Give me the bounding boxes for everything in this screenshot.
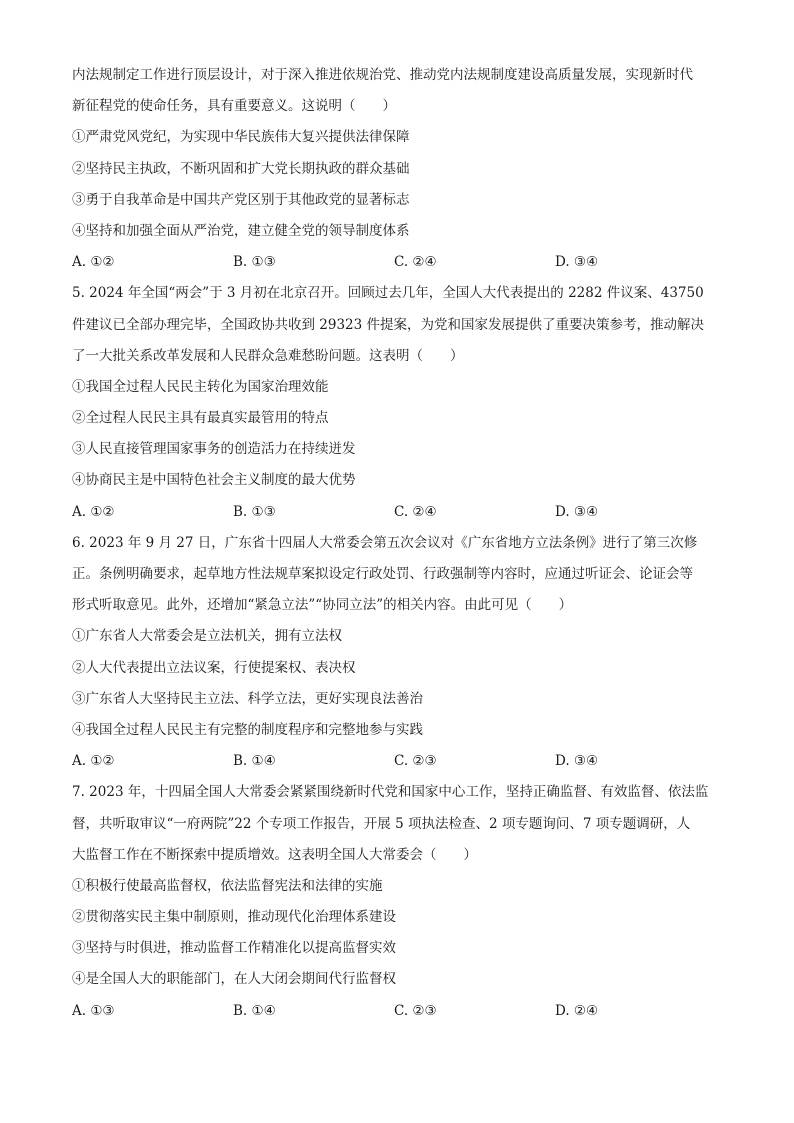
- statement-3: ③坚持与时俱进，推动监督工作精准化以提高监督实效: [72, 940, 396, 957]
- statement-4: ④坚持和加强全面从严治党，建立健全党的领导制度体系: [72, 222, 410, 239]
- statement-4: ④协商民主是中国特色社会主义制度的最大优势: [72, 472, 356, 489]
- answer-options: [72, 996, 728, 1027]
- statement-3: ③勇于自我革命是中国共产党区别于其他政党的显著标志: [72, 191, 410, 208]
- answer-options: [72, 497, 728, 528]
- option-a: A. ①②: [72, 753, 115, 770]
- option-b: B. ①③: [233, 254, 276, 271]
- question-stem-line: 6. 2023 年 9 月 27 日，广东省十四届人大常委会第五次会议对《广东省地方立法条例》进行了第三次修: [72, 534, 698, 551]
- question-stem-line: 内法规制定工作进行顶层设计，对于深入推进依规治党、推动党内法规制度建设高质量发展，实现新时代: [72, 67, 693, 83]
- exam-page: [72, 60, 728, 1027]
- option-d: D. ③④: [555, 254, 599, 271]
- question-stem-line: 5. 2024 年全国“两会”于 3 月初在北京召开。回顾过去几年，全国人大代表提出的 2282 件议案、43750: [72, 285, 704, 302]
- option-d: D. ③④: [555, 503, 599, 520]
- statement-4: ④是全国人大的职能部门，在人大闭会期间代行监督权: [72, 971, 396, 988]
- option-a: A. ①②: [72, 254, 115, 271]
- question-stem-line: 新征程党的使命任务，具有重要意义。这说明（ ）: [72, 98, 396, 115]
- answer-options: [72, 247, 728, 278]
- question-stem-line: 正。条例明确要求，起草地方性法规草案拟设定行政处罚、行政强制等内容时，应通过听证会、论证会等: [72, 566, 693, 582]
- question-stem-line: 形式听取意见。此外，还增加“紧急立法”“协同立法”的相关内容。由此可见（ ）: [72, 597, 573, 614]
- statement-2: ②人大代表提出立法议案，行使提案权、表决权: [72, 659, 356, 676]
- option-b: B. ①④: [233, 753, 276, 770]
- question-6: [72, 528, 728, 778]
- question-4-continuation: [72, 60, 728, 278]
- answer-options: [72, 746, 728, 777]
- statement-1: ①积极行使最高监督权，依法监督宪法和法律的实施: [72, 877, 383, 894]
- option-b: B. ①③: [233, 503, 276, 520]
- option-a: A. ①③: [72, 1002, 115, 1019]
- statement-4: ④我国全过程人民民主有完整的制度程序和完整地参与实践: [72, 721, 423, 738]
- option-d: D. ②④: [555, 1002, 599, 1019]
- statement-3: ③人民直接管理国家事务的创造活力在持续迸发: [72, 441, 356, 458]
- option-a: A. ①②: [72, 503, 115, 520]
- question-stem-line: 件建议已全部办理完毕，全国政协共收到 29323 件提案，为党和国家发展提供了重要决策参考，推动解决: [72, 316, 705, 333]
- question-stem-line: 大监督工作在不断探索中提质增效。这表明全国人大常委会（ ）: [72, 846, 477, 863]
- question-7: [72, 777, 728, 1027]
- statement-2: ②贯彻落实民主集中制原则，推动现代化治理体系建设: [72, 909, 396, 926]
- question-stem-line: 了一大批关系改革发展和人民群众急难愁盼问题。这表明（ ）: [72, 347, 464, 364]
- statement-3: ③广东省人大坚持民主立法、科学立法，更好实现良法善治: [72, 690, 423, 707]
- statement-1: ①严肃党风党纪，为实现中华民族伟大复兴提供法律保障: [72, 129, 410, 146]
- question-stem-line: 7. 2023 年，十四届全国人大常委会紧紧围绕新时代党和国家中心工作，坚持正确监督、有效监督、依法监: [72, 784, 709, 801]
- statement-1: ①广东省人大常委会是立法机关，拥有立法权: [72, 628, 342, 645]
- question-stem-line: 督，共听取审议“一府两院”22 个专项工作报告，开展 5 项执法检查、2 项专题询问、7 项专题调研，人: [72, 815, 691, 832]
- option-c: C. ②③: [394, 753, 437, 770]
- option-d: D. ③④: [555, 753, 599, 770]
- option-c: C. ②④: [394, 503, 437, 520]
- option-c: C. ②④: [394, 254, 437, 271]
- statement-2: ②全过程人民民主具有最真实最管用的特点: [72, 410, 329, 427]
- option-b: B. ①④: [233, 1002, 276, 1019]
- statement-2: ②坚持民主执政，不断巩固和扩大党长期执政的群众基础: [72, 160, 410, 177]
- question-5: [72, 278, 728, 528]
- option-c: C. ②③: [394, 1002, 437, 1019]
- statement-1: ①我国全过程人民民主转化为国家治理效能: [72, 378, 329, 395]
